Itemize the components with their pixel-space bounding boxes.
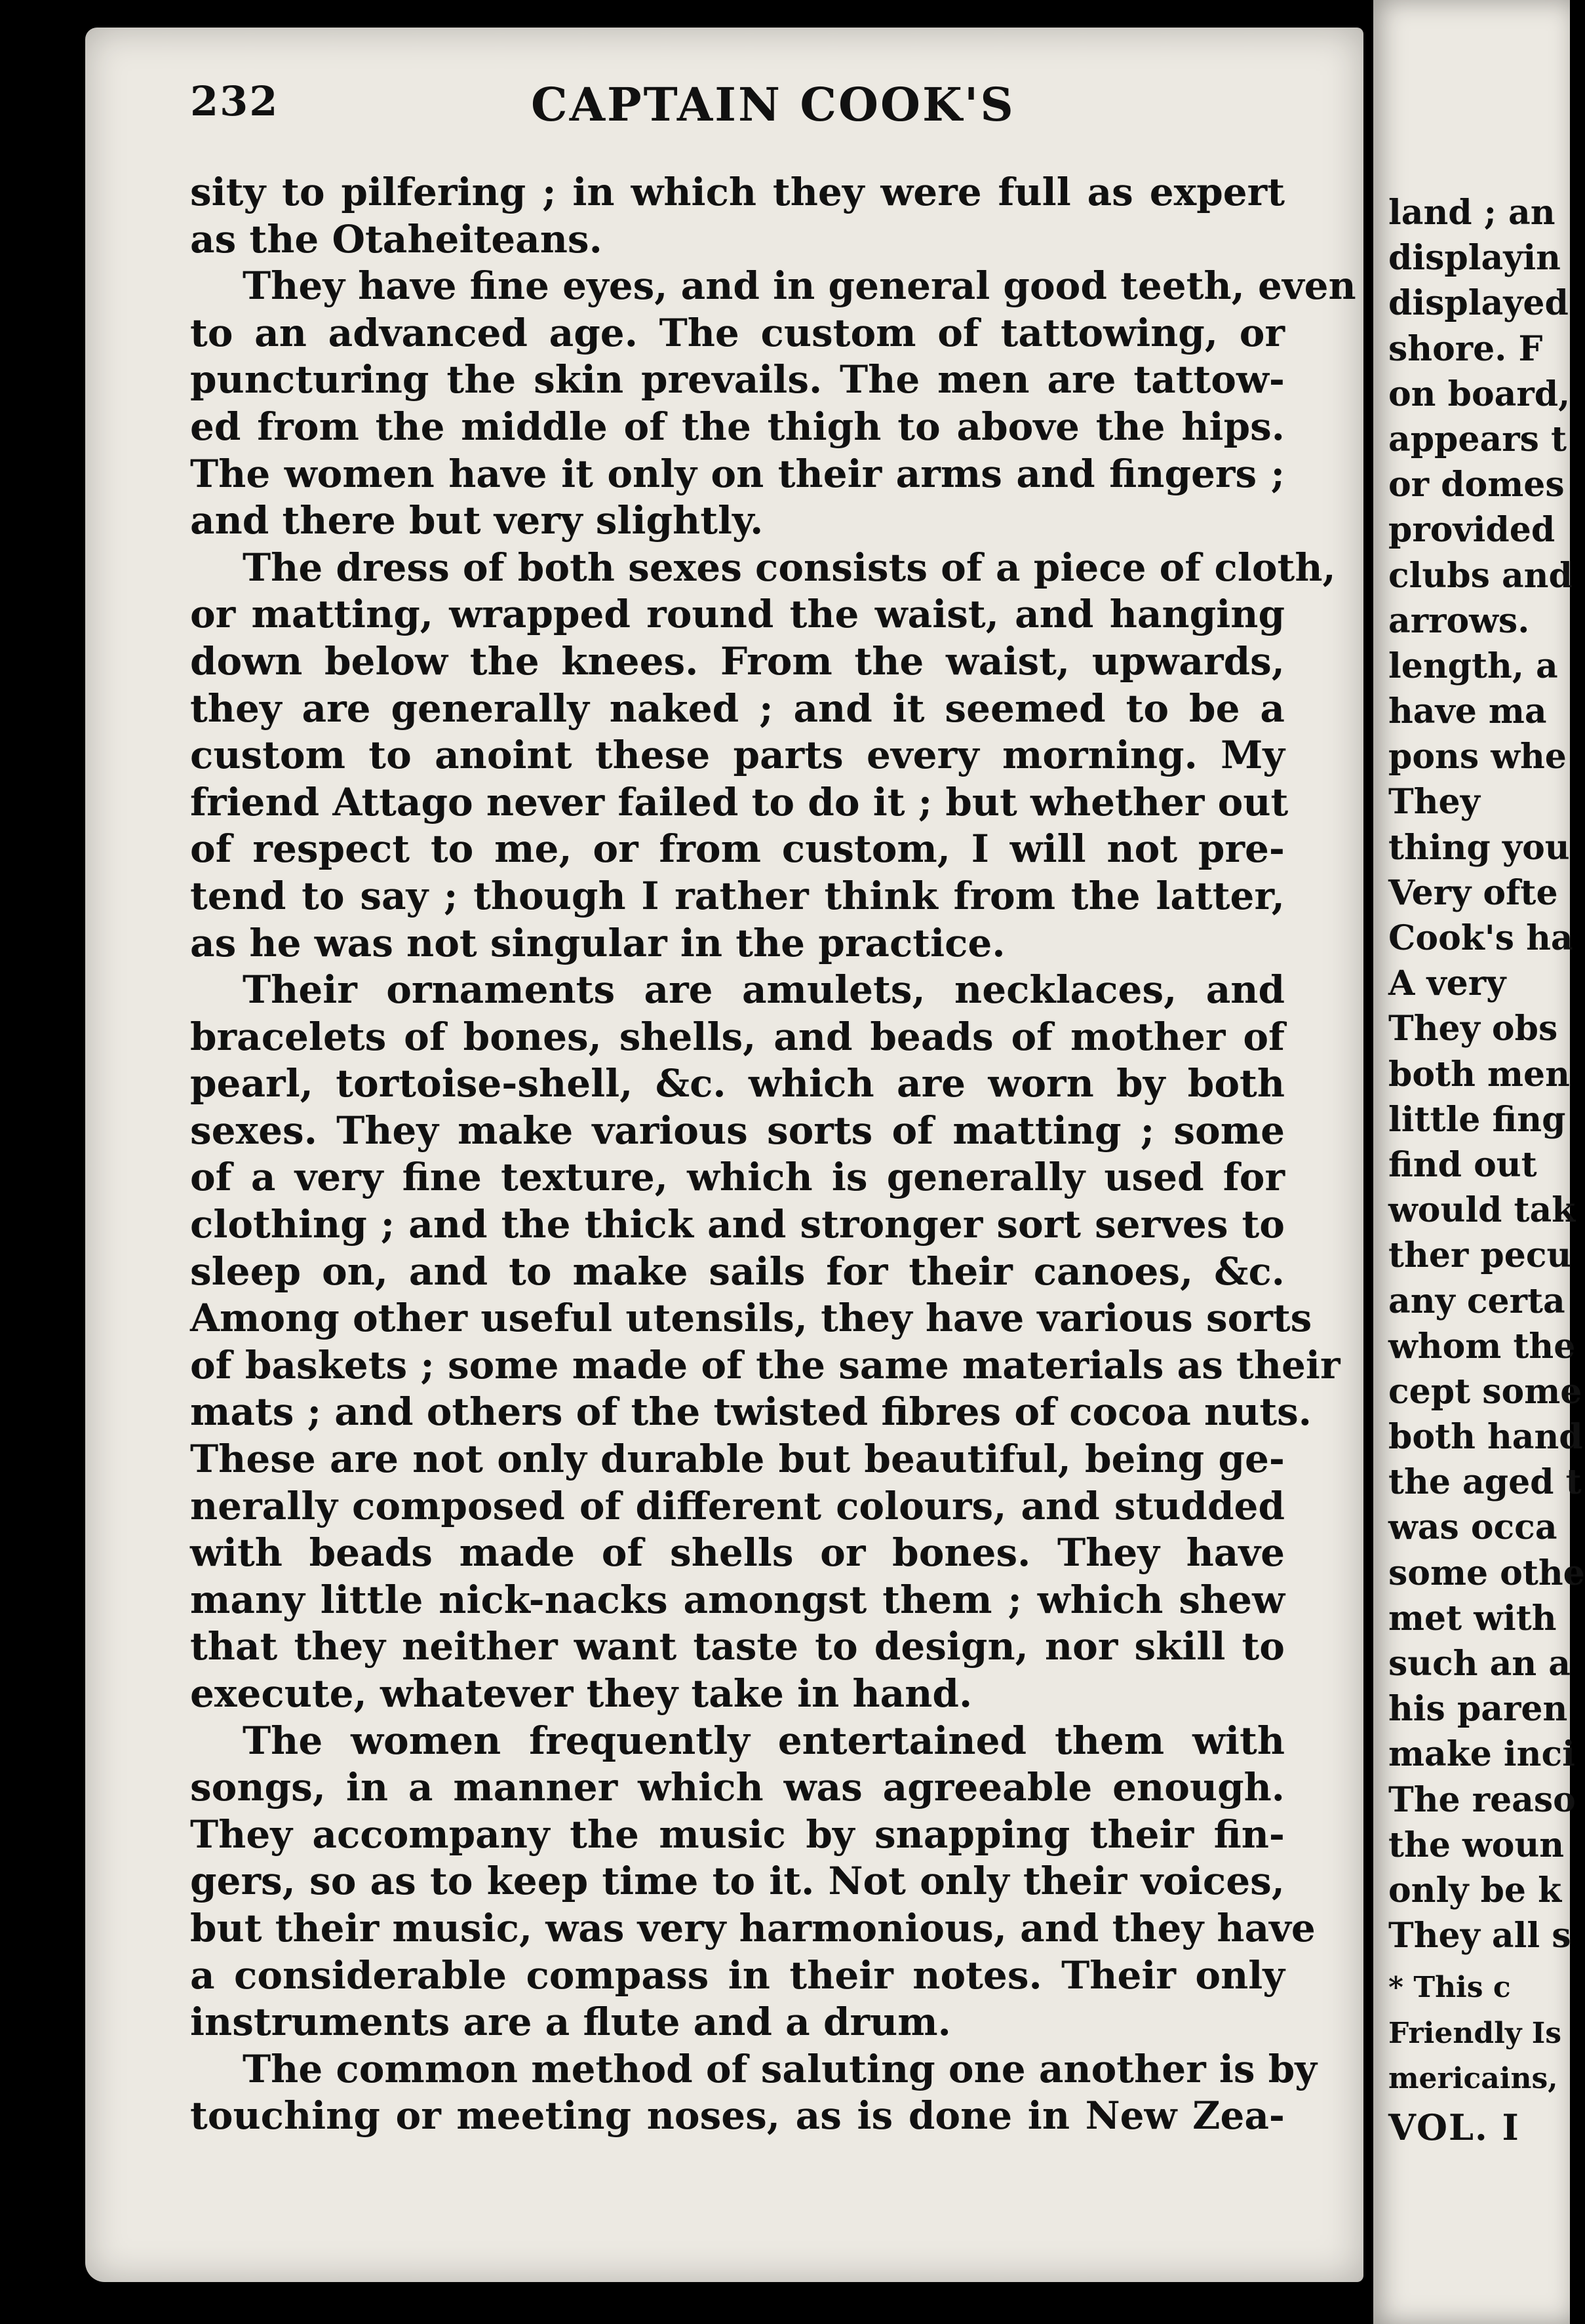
facing-text-line: They obs bbox=[1388, 1009, 1558, 1049]
text-line: down below the knees. From the waist, upwards, bbox=[190, 638, 1285, 684]
text-line: with beads made of shells or bones. They have bbox=[190, 1530, 1285, 1576]
text-line: as he was not singular in the practice. bbox=[190, 920, 1006, 965]
text-line: They have fine eyes, and in general good teeth, even bbox=[243, 263, 1356, 309]
text-line: sleep on, and to make sails for their canoes, &c. bbox=[190, 1249, 1285, 1294]
facing-text-line: displayin bbox=[1388, 238, 1561, 279]
facing-text-line: would tak bbox=[1388, 1190, 1576, 1231]
facing-text-line: the aged t bbox=[1388, 1462, 1582, 1503]
facing-text-line: They all s bbox=[1388, 1916, 1571, 1956]
facing-text-line: both men bbox=[1388, 1054, 1570, 1094]
facing-text-line: arrows. bbox=[1388, 600, 1530, 641]
facing-text-line: thing you bbox=[1388, 827, 1570, 868]
text-line: bracelets of bones, shells, and beads of mother of bbox=[190, 1014, 1285, 1059]
facing-text-line: met with bbox=[1388, 1598, 1557, 1638]
text-line: ed from the middle of the thigh to above the hips. bbox=[190, 404, 1285, 449]
text-line: tend to say ; though I rather think from the latter, bbox=[190, 873, 1285, 918]
facing-text-line: some othe bbox=[1388, 1553, 1585, 1593]
text-line: custom to anoint these parts every morning. My bbox=[190, 733, 1285, 778]
facing-text-line: have ma bbox=[1388, 691, 1547, 732]
page-number: 232 bbox=[190, 77, 279, 125]
text-line: gers, so as to keep time to it. Not only their voices, bbox=[190, 1859, 1285, 1904]
text-line: friend Attago never failed to do it ; but whether out bbox=[190, 779, 1289, 824]
facing-text-line: ther pecu bbox=[1388, 1235, 1572, 1276]
text-line: sexes. They make various sorts of matting ; some bbox=[190, 1108, 1285, 1153]
facing-text-line: land ; an bbox=[1388, 193, 1556, 233]
facing-text-line: pons whe bbox=[1388, 737, 1567, 777]
footnote-line: * This c bbox=[1388, 1971, 1511, 2005]
text-line: but their music, was very harmonious, and they have bbox=[190, 1905, 1316, 1950]
text-line: pearl, tortoise-shell, &c. which are worn by both bbox=[190, 1061, 1285, 1106]
text-line: of respect to me, or from custom, I will not pre- bbox=[190, 826, 1285, 872]
text-line: The common method of saluting one another is by bbox=[243, 2046, 1318, 2091]
facing-text-line: length, a bbox=[1388, 646, 1558, 686]
text-line: of a very fine texture, which is generally used for bbox=[190, 1155, 1285, 1200]
facing-text-line: clubs and bbox=[1388, 555, 1573, 596]
footnote-line: Friendly Is bbox=[1388, 2016, 1562, 2050]
facing-text-line: any certa bbox=[1388, 1281, 1565, 1321]
facing-text-line: provided bbox=[1388, 510, 1556, 551]
text-line: clothing ; and the thick and stronger sort serves to bbox=[190, 1202, 1285, 1247]
facing-text-line: Cook's ha bbox=[1388, 918, 1573, 958]
facing-text-line: his paren bbox=[1388, 1689, 1568, 1730]
volume-signature: VOL. I bbox=[1388, 2106, 1520, 2148]
facing-text-line: They bbox=[1388, 782, 1480, 823]
text-line: The women have it only on their arms and fingers ; bbox=[190, 451, 1285, 496]
facing-text-line: only be k bbox=[1388, 1870, 1562, 1910]
page-header bbox=[190, 77, 1304, 143]
facing-text-line: make inci bbox=[1388, 1734, 1575, 1775]
facing-text-line: was occa bbox=[1388, 1507, 1557, 1548]
text-line: instruments are a flute and a drum. bbox=[190, 2000, 951, 2045]
facing-text-line: whom the bbox=[1388, 1326, 1576, 1366]
running-head: CAPTAIN COOK'S bbox=[531, 77, 1015, 132]
text-line: they are generally naked ; and it seemed to be a bbox=[190, 686, 1285, 731]
facing-text-line: such an a bbox=[1388, 1644, 1571, 1684]
facing-text-line: the woun bbox=[1388, 1825, 1565, 1865]
text-line: to an advanced age. The custom of tattowing, or bbox=[190, 310, 1285, 355]
footnote-line: mericains, bbox=[1388, 2061, 1558, 2095]
text-line: of baskets ; some made of the same materials as their bbox=[190, 1342, 1340, 1387]
text-line: These are not only durable but beautiful, being ge- bbox=[190, 1437, 1285, 1482]
facing-text-line: little fing bbox=[1388, 1099, 1566, 1140]
text-line: that they neither want taste to design, nor skill to bbox=[190, 1624, 1285, 1669]
facing-text-line: Very ofte bbox=[1388, 872, 1558, 913]
facing-text-line: cept some bbox=[1388, 1371, 1582, 1412]
text-line: nerally composed of different colours, and studded bbox=[190, 1483, 1285, 1528]
facing-text-line: appears t bbox=[1388, 419, 1567, 459]
facing-text-line: A very bbox=[1388, 963, 1506, 1004]
body-text bbox=[190, 169, 1356, 2140]
text-line: a considerable compass in their notes. Their only bbox=[190, 1952, 1285, 1998]
facing-text-line: find out bbox=[1388, 1144, 1537, 1185]
text-line: songs, in a manner which was agreeable enough. bbox=[190, 1765, 1285, 1810]
facing-page-text bbox=[1388, 190, 1585, 2150]
text-line: Among other useful utensils, they have various sorts bbox=[190, 1296, 1312, 1341]
facing-text-line: displayed bbox=[1388, 283, 1569, 324]
facing-text-line: on board, bbox=[1388, 374, 1571, 414]
facing-text-line: both hand bbox=[1388, 1417, 1583, 1458]
facing-text-line: The reaso bbox=[1388, 1779, 1576, 1820]
text-line: mats ; and others of the twisted fibres of cocoa nuts. bbox=[190, 1389, 1312, 1435]
text-line: many little nick-nacks amongst them ; which shew bbox=[190, 1577, 1285, 1622]
text-line: as the Otaheiteans. bbox=[190, 216, 602, 261]
text-line: The women frequently entertained them with bbox=[243, 1718, 1285, 1763]
footnote-gap bbox=[1388, 1958, 1559, 1965]
text-line: sity to pilfering ; in which they were full as expert bbox=[190, 170, 1285, 214]
facing-text-line: or domes bbox=[1388, 465, 1565, 505]
text-line: execute, whatever they take in hand. bbox=[190, 1671, 973, 1716]
text-line: The dress of both sexes consists of a piece of cloth, bbox=[243, 545, 1336, 590]
text-line: or matting, wrapped round the waist, and hanging bbox=[190, 592, 1285, 637]
text-line: Their ornaments are amulets, necklaces, and bbox=[243, 967, 1285, 1013]
text-line: puncturing the skin prevails. The men are tattow- bbox=[190, 357, 1285, 402]
text-line: and there but very slightly. bbox=[190, 498, 764, 543]
text-line: They accompany the music by snapping their fin- bbox=[190, 1811, 1285, 1857]
facing-text-line: shore. F bbox=[1388, 328, 1543, 369]
text-line: touching or meeting noses, as is done in New Zea- bbox=[190, 2093, 1285, 2139]
